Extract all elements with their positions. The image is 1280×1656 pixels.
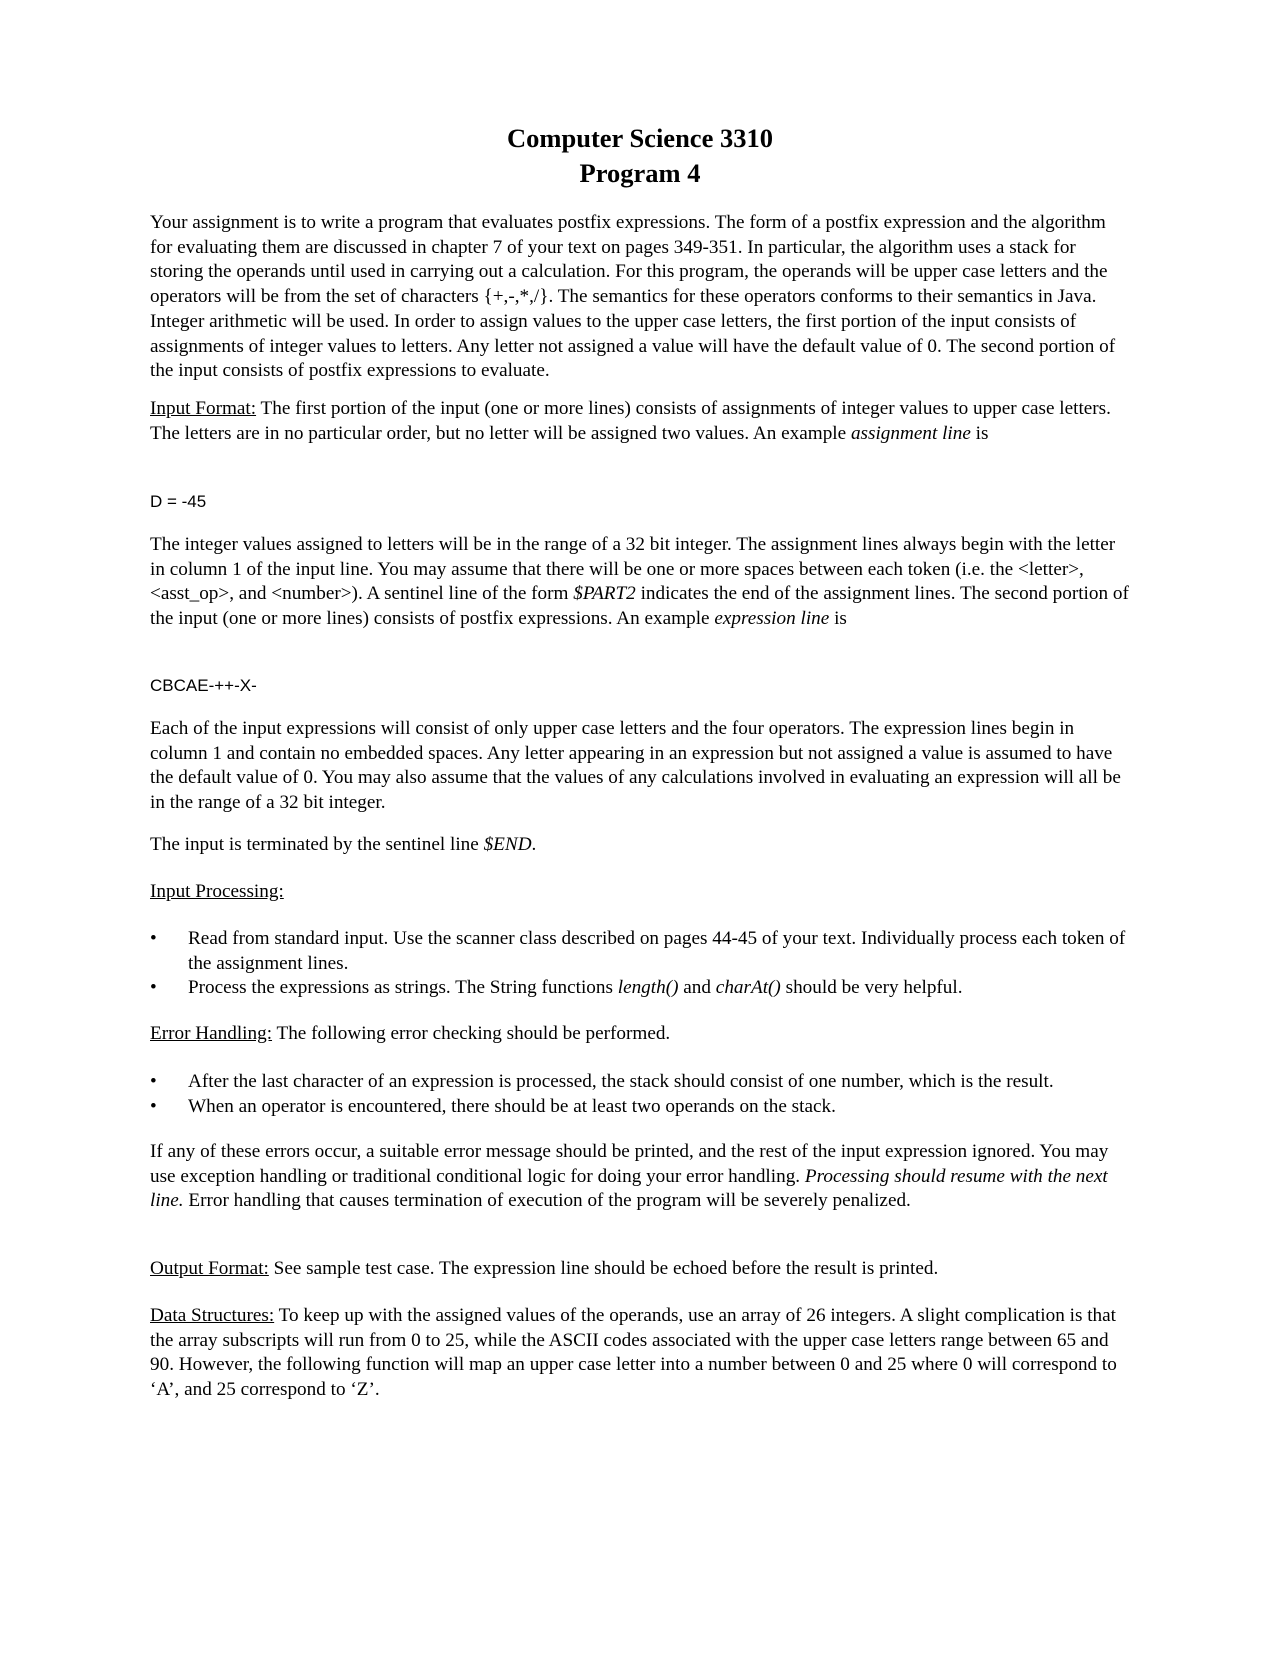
output-format-paragraph xyxy=(150,1257,1130,1282)
data-structures-text: To keep up with the assigned values of the operands, use an array of 26 integers. A slight complication is that the array subscripts will run from 0 to 25, while the ASCII codes associated with the upper case letters range between 65 and 90. However, the following function will map an upper case letter into a number between 0 and 25 where 0 will correspond to ‘A’, and 25 correspond to ‘Z’. xyxy=(150,1305,1117,1401)
data-structures-paragraph xyxy=(150,1304,1130,1403)
error-handling-heading: Error Handling: xyxy=(150,1023,273,1044)
intro-paragraph: Your assignment is to write a program that evaluates postfix expressions. The form of a postfix expression and the algorithm for evaluating them are discussed in chapter 7 of your text on pages 349-351. In particular, the algorithm uses a stack for storing the operands until used in carrying out a calculation. For this program, the operands will be upper case letters and the operators will be from the set of characters {+,-,*,/}. The semantics for these operators conforms to their semantics in Java. Integer arithmetic will be used. In order to assign values to the upper case letters, the first portion of the input consists of assignments of integer values to letters. Any letter not assigned a value will have the default value of 0. The second portion of the input consists of postfix expressions to evaluate. xyxy=(150,212,1116,382)
eh-p-a: If any of these errors occur, a suitable error message should be printed, and the rest of the input expression ignored. You may use exception handling or traditional conditional logic for doing your error handling. xyxy=(150,1141,1109,1187)
error-handling-paragraph xyxy=(150,1022,1130,1047)
output-format-text: See sample test case. The expression line should be echoed before the result is printed. xyxy=(268,1258,939,1279)
bullet-icon: • xyxy=(150,1095,157,1117)
assignment-details-paragraph xyxy=(150,533,1130,632)
error-handling-intro: The following error checking should be performed. xyxy=(272,1023,671,1044)
ip-b2-em2: charAt() xyxy=(715,977,781,999)
error-consequences-paragraph xyxy=(150,1140,1130,1214)
list-item xyxy=(150,976,1130,1001)
assignment-example: D = -45 xyxy=(150,492,207,511)
bullet-icon: • xyxy=(150,928,157,949)
error-handling-list xyxy=(150,1070,1130,1119)
input-processing-heading: Input Processing: xyxy=(150,881,284,902)
ip-b2-em1: length() xyxy=(617,977,679,999)
input-processing-heading-line xyxy=(150,880,1130,905)
page-title-line2: Program 4 xyxy=(579,158,701,188)
input-format-text2: is xyxy=(970,422,989,444)
input-format-heading: Input Format: xyxy=(150,398,257,419)
p4-text-b: . xyxy=(531,834,537,855)
end-sentinel-paragraph xyxy=(150,833,1130,858)
p4-text-a: The input is terminated by the sentinel line xyxy=(150,834,484,855)
expression-example: CBCAE-++-X- xyxy=(150,676,257,695)
list-item xyxy=(150,927,1130,976)
error-bullet2: When an operator is encountered, there should be at least two operands on the stack. xyxy=(188,1095,836,1117)
p2-em1: $PART2 xyxy=(573,583,636,605)
ip-b2-b: and xyxy=(678,977,716,999)
p2-em2: expression line xyxy=(714,608,830,630)
input-processing-bullet1: Read from standard input. Use the scanner class described on pages 44-45 of your text. Individually process each token of the assignment lines. xyxy=(188,928,1126,974)
input-format-text1: The first portion of the input (one or more lines) consists of assignments of integer values to upper case letters. The letters are in no particular order, but no letter will be assigned two values. An example xyxy=(150,398,1111,444)
input-format-paragraph xyxy=(150,397,1130,446)
expressions-paragraph: Each of the input expressions will consist of only upper case letters and the four operators. The expression lines begin in column 1 and contain no embedded spaces. Any letter appearing in an expression but not assigned a value is assumed to have the default value of 0. You may also assume that the values of any calculations involved in evaluating an expression will all be in the range of a 32 bit integer. xyxy=(150,718,1121,814)
bullet-icon: • xyxy=(150,1071,157,1092)
eh-p-em: Processing should resume with the next line. xyxy=(150,1165,1108,1212)
ip-b2-a: Process the expressions as strings. The String functions xyxy=(188,977,618,999)
error-bullet1: After the last character of an expression is processed, the stack should consist of one number, which is the result. xyxy=(188,1071,1054,1092)
page-title-line1: Computer Science 3310 xyxy=(507,123,773,153)
bullet-icon: • xyxy=(150,977,157,999)
input-processing-list xyxy=(150,927,1130,1001)
output-format-heading: Output Format: xyxy=(150,1258,269,1279)
input-format-em1: assignment line xyxy=(850,422,971,444)
data-structures-heading: Data Structures: xyxy=(150,1305,275,1326)
ip-b2-c: should be very helpful. xyxy=(780,977,963,999)
p4-em: $END xyxy=(483,834,532,855)
p2-text-c: is xyxy=(829,608,847,630)
list-item xyxy=(150,1095,1130,1120)
eh-p-b: Error handling that causes termination of execution of the program will be severely penalized. xyxy=(183,1190,911,1212)
p2-text-b: indicates the end of the assignment lines. The second portion of the input (one or more lines) consists of postfix expressions. An example xyxy=(150,583,1129,630)
p2-text-a: The integer values assigned to letters will be in the range of a 32 bit integer. The assignment lines always begin with the letter in column 1 of the input line. You may assume that there will be one or more spaces between each token (i.e. the <letter>, <asst_op>, and <number>). A sentinel line of the form xyxy=(150,534,1116,605)
list-item xyxy=(150,1070,1130,1095)
